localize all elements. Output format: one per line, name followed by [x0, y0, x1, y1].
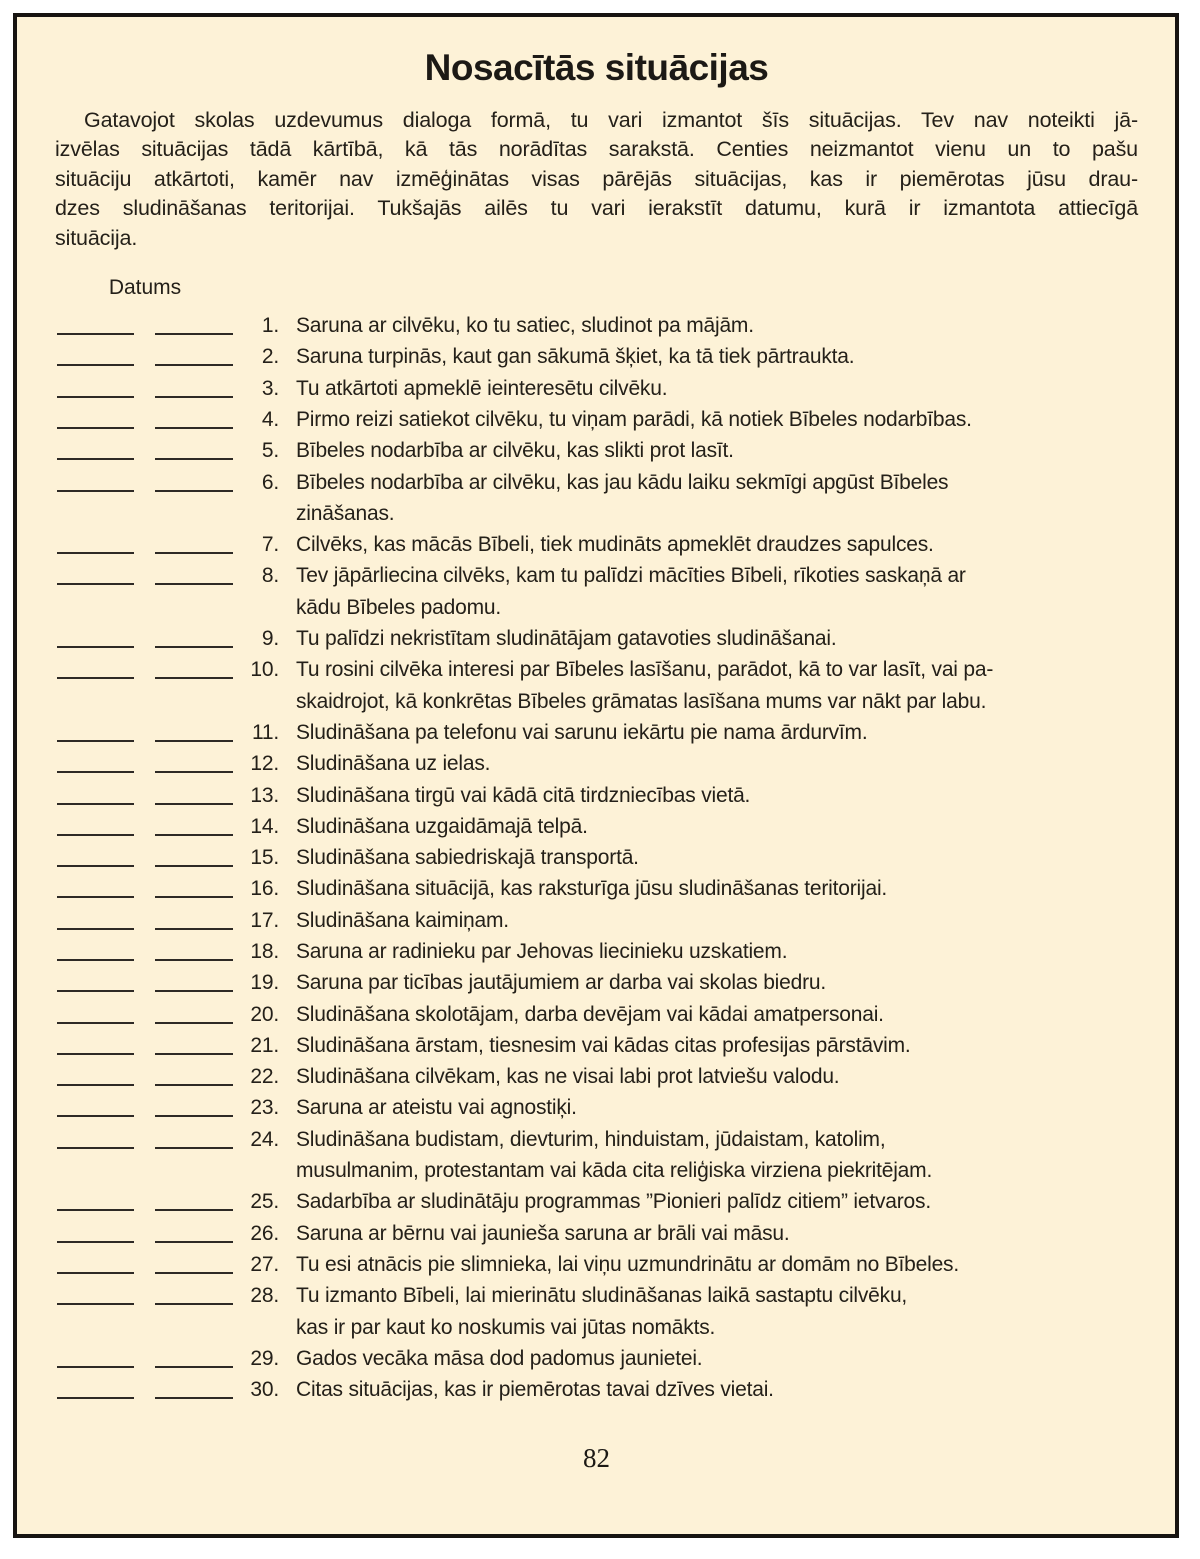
date-blank-line-1	[57, 834, 134, 836]
item-number: 15.	[250, 846, 279, 870]
item-text-line: Sludināšana budistam, dievturim, hinduistam, jūdaistam, katolim,	[296, 1127, 886, 1151]
item-number: 18.	[250, 939, 279, 963]
situation-item	[55, 373, 1138, 404]
situation-item	[55, 1061, 1138, 1092]
item-number: 1.	[261, 314, 279, 338]
item-text-line: Sadarbība ar sludinātāju programmas ”Pionieri palīdz citiem” ietvaros.	[296, 1190, 931, 1214]
item-text	[296, 623, 1138, 654]
item-text	[296, 1280, 1138, 1343]
situation-item	[55, 1186, 1138, 1217]
situation-item	[55, 529, 1138, 560]
intro-line: izvēlas situācijas tādā kārtībā, kā tās norādītas sarakstā. Centies neizmantot vienu un to pašu	[55, 137, 1138, 162]
item-number: 21.	[250, 1033, 279, 1057]
item-number: 17.	[250, 908, 279, 932]
item-text-line: Sludināšana uz ielas.	[296, 752, 491, 776]
item-text	[296, 404, 1138, 435]
item-text	[296, 373, 1138, 404]
situation-item	[55, 748, 1138, 779]
item-text-line: Sludināšana kaimiņam.	[296, 908, 509, 932]
item-text	[296, 435, 1138, 466]
date-blank-line-1	[57, 771, 134, 773]
item-number: 14.	[250, 814, 279, 838]
item-text-line: Cilvēks, kas mācās Bībeli, tiek mudināts apmeklēt draudzes sapulces.	[296, 533, 934, 557]
date-blank-line-1	[57, 1147, 134, 1149]
item-text-line: kas ir par kaut ko noskumis vai jūtas nomākts.	[296, 1315, 716, 1339]
item-text	[296, 811, 1138, 842]
date-blank-line-1	[57, 865, 134, 867]
item-text-line: kādu Bībeles padomu.	[296, 595, 501, 619]
situation-item	[55, 623, 1138, 654]
date-blank-line-1	[57, 990, 134, 992]
item-text-line: Tu palīdzi nekristītam sludinātājam gatavoties sludināšanai.	[296, 627, 837, 651]
item-number: 26.	[250, 1221, 279, 1245]
item-text	[296, 780, 1138, 811]
item-number: 13.	[250, 783, 279, 807]
date-blank-line-1	[57, 1022, 134, 1024]
item-number: 3.	[261, 376, 279, 400]
item-text	[296, 905, 1138, 936]
item-text-line: skaidrojot, kā konkrētas Bībeles grāmatas lasīšana mums var nākt par labu.	[296, 689, 987, 713]
item-text-line: Sludināšana situācijā, kas raksturīga jūsu sludināšanas teritorijai.	[296, 877, 888, 901]
item-text	[296, 1343, 1138, 1374]
date-blank-line-1	[57, 677, 134, 679]
item-number: 30.	[250, 1378, 279, 1402]
item-number: 9.	[261, 627, 279, 651]
item-number: 22.	[250, 1065, 279, 1089]
intro-line: situāciju atkārtoti, kamēr nav izmēģinātas visas pārējās situācijas, kas ir piemērotas jūsu drau-	[55, 166, 1138, 191]
date-blank-line-1	[57, 583, 134, 585]
situation-item	[55, 435, 1138, 466]
item-number: 19.	[250, 971, 279, 995]
item-text-line: Sludināšana skolotājam, darba devējam vai kādai amatpersonai.	[296, 1002, 884, 1026]
item-text	[296, 341, 1138, 372]
date-blank-line-1	[57, 1397, 134, 1399]
intro-line: Gatavojot skolas uzdevumus dialoga formā, tu vari izmantot šīs situācijas. Tev nav noteikti jā-	[84, 107, 1138, 132]
item-text	[296, 1374, 1138, 1405]
situation-item	[55, 936, 1138, 967]
situation-item	[55, 905, 1138, 936]
situation-item	[55, 1374, 1138, 1405]
item-text-line: Sludināšana pa telefonu vai sarunu iekārtu pie nama ārdurvīm.	[296, 720, 868, 744]
item-number: 7.	[261, 533, 279, 557]
situation-item	[55, 310, 1138, 341]
situation-item	[55, 967, 1138, 998]
item-text-line: Bībeles nodarbība ar cilvēku, kas slikti prot lasīt.	[296, 439, 734, 463]
item-text-line: Saruna par ticības jautājumiem ar darba vai skolas biedru.	[296, 971, 827, 995]
page-number: 82	[583, 1443, 610, 1474]
item-text	[296, 1186, 1138, 1217]
item-text-line: Tu izmanto Bībeli, lai mierinātu sludināšanas laikā sastaptu cilvēku,	[296, 1284, 908, 1308]
situation-item	[55, 780, 1138, 811]
item-number: 6.	[261, 470, 279, 494]
date-blank-line-1	[57, 896, 134, 898]
situation-item	[55, 341, 1138, 372]
date-blank-line-1	[57, 364, 134, 366]
situation-item	[55, 1249, 1138, 1280]
item-text-line: Saruna ar cilvēku, ko tu satiec, sludinot pa mājām.	[296, 314, 754, 338]
item-text	[296, 1092, 1138, 1123]
situation-item	[55, 999, 1138, 1030]
date-blank-line-1	[57, 458, 134, 460]
item-text-line: musulmanim, protestantam vai kāda cita reliģiska virziena piekritējam.	[296, 1159, 933, 1183]
situation-item	[55, 467, 1138, 530]
item-number: 11.	[251, 720, 279, 744]
item-text	[296, 654, 1138, 717]
date-blank-line-1	[57, 396, 134, 398]
item-text	[296, 1218, 1138, 1249]
situation-item	[55, 1124, 1138, 1187]
item-text-line: Sludināšana ārstam, tiesnesim vai kādas citas profesijas pārstāvim.	[296, 1033, 911, 1057]
item-text-line: Bībeles nodarbība ar cilvēku, kas jau kādu laiku sekmīgi apgūst Bībeles	[296, 470, 949, 494]
date-blank-line-1	[57, 490, 134, 492]
item-text	[296, 748, 1138, 779]
item-text-line: Sludināšana cilvēkam, kas ne visai labi prot latviešu valodu.	[296, 1065, 840, 1089]
date-blank-line-1	[57, 1115, 134, 1117]
date-blank-line-1	[57, 1303, 134, 1305]
item-number: 8.	[261, 564, 279, 588]
item-text-line: Saruna turpinās, kaut gan sākumā šķiet, ka tā tiek pārtraukta.	[296, 345, 855, 369]
date-blank-line-1	[57, 1366, 134, 1368]
item-text	[296, 717, 1138, 748]
situation-item	[55, 654, 1138, 717]
situation-list	[55, 310, 1138, 1405]
situation-item	[55, 1280, 1138, 1343]
item-text	[296, 560, 1138, 623]
date-blank-line-1	[57, 1209, 134, 1211]
item-text	[296, 842, 1138, 873]
situation-item	[55, 717, 1138, 748]
item-number: 2.	[261, 345, 279, 369]
intro-paragraph	[55, 106, 1138, 254]
date-blank-line-1	[57, 427, 134, 429]
item-text	[296, 967, 1138, 998]
item-text	[296, 1124, 1138, 1187]
date-blank-line-1	[57, 928, 134, 930]
date-blank-line-1	[57, 959, 134, 961]
item-text	[296, 1061, 1138, 1092]
situation-item	[55, 842, 1138, 873]
item-text-line: Gados vecāka māsa dod padomus jaunietei.	[296, 1346, 703, 1370]
date-blank-line-1	[57, 552, 134, 554]
item-number: 4.	[261, 407, 279, 431]
item-number: 5.	[261, 439, 279, 463]
situation-item	[55, 1092, 1138, 1123]
page-content	[17, 17, 1175, 1534]
item-text-line: Sludināšana uzgaidāmajā telpā.	[296, 814, 588, 838]
item-text-line: Saruna ar ateistu vai agnostiķi.	[296, 1096, 577, 1120]
date-blank-line-1	[57, 1241, 134, 1243]
item-text	[296, 1249, 1138, 1280]
item-text-line: Citas situācijas, kas ir piemērotas tavai dzīves vietai.	[296, 1378, 774, 1402]
item-text-line: Sludināšana sabiedriskajā transportā.	[296, 846, 639, 870]
date-blank-line-1	[57, 1272, 134, 1274]
item-number: 28.	[250, 1284, 279, 1308]
datums-label: Datums	[108, 276, 182, 300]
item-text	[296, 999, 1138, 1030]
date-blank-line-1	[57, 646, 134, 648]
item-text-line: Saruna ar bērnu vai jaunieša saruna ar brāli vai māsu.	[296, 1221, 790, 1245]
item-text-line: Tu atkārtoti apmeklē ieinteresētu cilvēku.	[296, 376, 668, 400]
date-blank-line-1	[57, 333, 134, 335]
item-text-line: zināšanas.	[296, 501, 395, 525]
item-text-line: Pirmo reizi satiekot cilvēku, tu viņam parādi, kā notiek Bībeles nodarbības.	[296, 407, 972, 431]
item-text-line: Saruna ar radinieku par Jehovas liecinieku uzskatiem.	[296, 939, 788, 963]
item-text	[296, 1030, 1138, 1061]
intro-line: dzes sludināšanas teritorijai. Tukšajās ailēs tu vari ierakstīt datumu, kurā ir izmantota attiecīgā	[55, 196, 1138, 221]
item-text	[296, 467, 1138, 530]
item-number: 16.	[250, 877, 279, 901]
item-number: 29.	[250, 1346, 279, 1370]
situation-item	[55, 1343, 1138, 1374]
item-number: 23.	[250, 1096, 279, 1120]
item-number: 27.	[250, 1252, 279, 1276]
situation-item	[55, 1030, 1138, 1061]
date-blank-line-1	[57, 803, 134, 805]
date-blank-line-1	[57, 1084, 134, 1086]
item-number: 20.	[250, 1002, 279, 1026]
page-border	[13, 13, 1179, 1538]
situation-item	[55, 404, 1138, 435]
page-title: Nosacītās situācijas	[424, 47, 769, 88]
item-number: 10.	[250, 658, 279, 682]
item-text	[296, 873, 1138, 904]
date-blank-line-1	[57, 740, 134, 742]
situation-item	[55, 811, 1138, 842]
item-text-line: Tu rosini cilvēka interesi par Bībeles lasīšanu, parādot, kā to var lasīt, vai pa-	[296, 658, 994, 682]
item-number: 12.	[250, 752, 279, 776]
item-text	[296, 529, 1138, 560]
situation-item	[55, 1218, 1138, 1249]
situation-item	[55, 873, 1138, 904]
item-text	[296, 310, 1138, 341]
item-text	[296, 936, 1138, 967]
item-text-line: Tev jāpārliecina cilvēks, kam tu palīdzi mācīties Bībeli, rīkoties saskaņā ar	[296, 564, 966, 588]
date-blank-line-1	[57, 1053, 134, 1055]
item-number: 24.	[250, 1127, 279, 1151]
item-text-line: Sludināšana tirgū vai kādā citā tirdzniecības vietā.	[296, 783, 751, 807]
situation-item	[55, 560, 1138, 623]
item-text-line: Tu esi atnācis pie slimnieka, lai viņu uzmundrinātu ar domām no Bībeles.	[296, 1252, 959, 1276]
intro-line: situācija.	[55, 225, 138, 250]
item-number: 25.	[250, 1190, 279, 1214]
